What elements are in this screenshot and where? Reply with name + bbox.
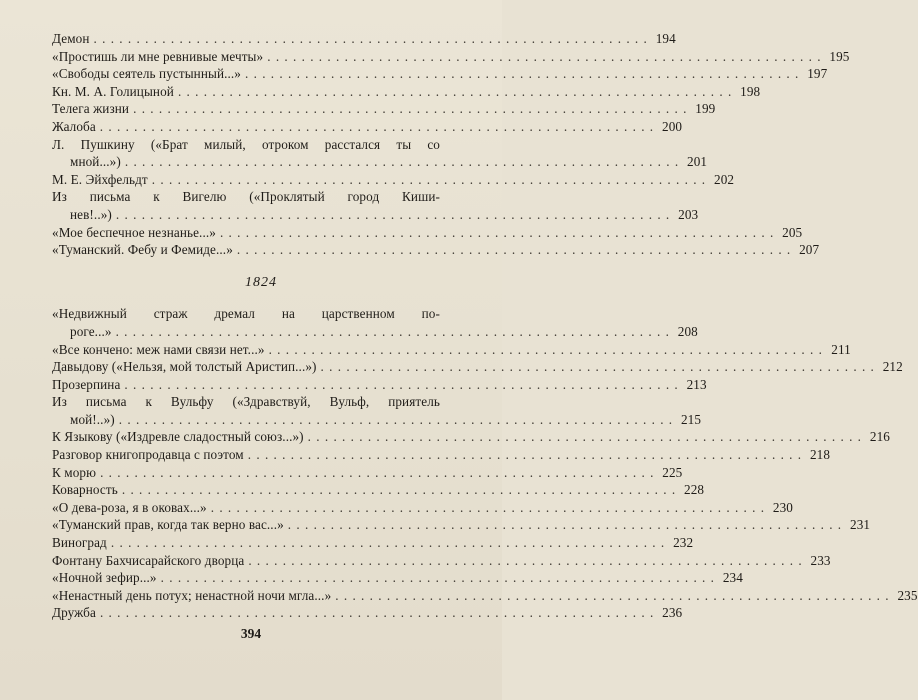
leader-dots (100, 604, 654, 622)
toc-entry (52, 393, 702, 428)
toc-entry-title: «О дева-роза, я в оковах...» (52, 499, 207, 515)
toc-entry-title-line1: Из письма к Вигелю («Проклятый город Киши- (52, 189, 440, 205)
toc-entry (52, 516, 871, 534)
toc-entry-page: 203 (678, 206, 699, 222)
toc-entry-title: Демон (52, 31, 90, 46)
leader-dots (267, 48, 821, 66)
toc-entry-title: К Языкову («Издревле сладостный союз...») (52, 429, 304, 445)
toc-entry (52, 188, 699, 223)
toc-entry-page: 230 (772, 499, 794, 515)
leader-dots (178, 83, 732, 101)
leader-dots (100, 464, 654, 482)
toc-entry-page: 194 (655, 31, 676, 46)
toc-entry (52, 481, 705, 499)
toc-entry (52, 241, 820, 259)
toc-entry-page: 208 (677, 323, 698, 339)
toc-entry-title: Прозерпина (52, 376, 121, 392)
leader-dots (119, 411, 673, 429)
toc-entry-page: 198 (740, 83, 761, 99)
toc-entry (52, 587, 918, 605)
toc-entry-title: «Все кончено: меж нами связи нет...» (52, 341, 265, 357)
toc-entry (52, 30, 676, 48)
leader-dots (124, 376, 678, 394)
leader-dots (237, 241, 791, 259)
toc-entry-title-line2: нев!..») (70, 206, 112, 222)
toc-entry-page: 207 (799, 242, 820, 258)
toc-entry-page: 225 (662, 464, 683, 480)
leader-dots (152, 171, 706, 189)
toc-entry-title: М. Е. Эйхфельдт (52, 171, 148, 187)
toc-entry-page: 234 (722, 570, 743, 586)
toc-entry (52, 552, 831, 570)
leader-dots (100, 118, 654, 136)
toc-entry-page: 195 (829, 48, 850, 64)
toc-entry (52, 341, 851, 359)
toc-entry (52, 604, 683, 622)
toc-entry-page: 215 (680, 411, 702, 427)
toc-entry (52, 358, 903, 376)
leader-dots (321, 358, 875, 376)
toc-entry-title: «Мое беспечное незнанье...» (52, 224, 216, 240)
toc-entry-page: 200 (662, 118, 683, 134)
toc-entry-title: Телега жизни (52, 101, 130, 117)
toc-entry-page: 212 (882, 359, 903, 375)
toc-entry-page: 228 (684, 482, 705, 498)
page-number: 394 (240, 626, 262, 641)
leader-dots (220, 224, 774, 242)
toc-entry-page: 236 (662, 605, 683, 621)
table-of-contents (52, 30, 918, 622)
toc-entry (52, 48, 850, 66)
toc-entry-title: Виноград (52, 535, 107, 551)
toc-entry-title: К морю (52, 464, 97, 480)
toc-entry-page: 231 (850, 517, 871, 533)
toc-entry (52, 534, 694, 552)
leader-dots (335, 587, 889, 605)
toc-entry-title-line2: мной...») (70, 154, 121, 170)
toc-entry-title-line1: «Недвижный страж дремал на царственном по- (52, 306, 440, 322)
toc-entry-page: 233 (810, 552, 831, 568)
toc-entry-page: 211 (831, 341, 851, 357)
leader-dots (248, 446, 802, 464)
leader-dots (211, 499, 765, 517)
year-heading: 1824 (245, 274, 277, 290)
leader-dots (269, 341, 823, 359)
toc-entry (52, 305, 698, 340)
toc-entry-title: Дружба (52, 605, 96, 621)
toc-entry-title: Жалоба (52, 118, 96, 134)
toc-entry-title: «Туманский прав, когда так верно вас...» (52, 517, 284, 533)
toc-entry-title: Давыдову («Нельзя, мой толстый Аристип...») (52, 359, 317, 375)
leader-dots (308, 428, 862, 446)
toc-entry (52, 569, 743, 587)
toc-entry-title-line1: Л. Пушкину («Брат милый, отроком расстался ты со (52, 136, 440, 152)
toc-entry-title: Коварность (52, 482, 118, 498)
toc-entry-title: Кн. М. А. Голицыной (52, 83, 174, 99)
toc-entry-page: 213 (686, 376, 707, 392)
toc-entry-title-line2: роге...» (70, 323, 112, 339)
toc-entry (52, 118, 683, 136)
toc-entry (52, 171, 735, 189)
toc-entry-title: «Свободы сеятель пустынный...» (52, 66, 241, 82)
toc-entry (52, 136, 708, 171)
toc-entry (52, 65, 828, 83)
toc-entry-page: 201 (687, 154, 708, 170)
toc-entry-page: 205 (782, 224, 803, 240)
leader-dots (133, 100, 687, 118)
toc-entry (52, 499, 794, 517)
leader-dots (116, 323, 670, 341)
leader-dots (111, 534, 665, 552)
leader-dots (94, 30, 648, 48)
toc-entry-title-line1: Из письма к Вульфу («Здравствуй, Вульф, приятель (52, 394, 440, 410)
toc-entry-title: Разговор книгопродавца с поэтом (52, 447, 244, 463)
toc-entry-page: 235 (897, 587, 918, 603)
toc-entry-page: 232 (673, 535, 694, 551)
toc-entry (52, 83, 761, 101)
toc-entry (52, 376, 707, 394)
toc-entry (52, 428, 890, 446)
leader-dots (161, 569, 715, 587)
leader-dots (288, 516, 842, 534)
toc-entry-page: 197 (807, 66, 828, 82)
toc-entry-title: Фонтану Бахчисарайского дворца (52, 552, 245, 568)
toc-entry (52, 464, 683, 482)
toc-entry-page: 199 (695, 101, 716, 117)
toc-entry (52, 446, 831, 464)
toc-entry (52, 100, 716, 118)
leader-dots (248, 552, 802, 570)
toc-entry-page: 216 (869, 429, 890, 445)
toc-entry-page: 202 (714, 171, 735, 187)
toc-entry-title-line2: мой!..») (70, 411, 115, 427)
toc-entry-title: «Туманский. Фебу и Фемиде...» (52, 242, 233, 258)
toc-entry-page: 218 (809, 447, 831, 463)
toc-entry-title: «Ненастный день потух; ненастной ночи мгла...» (52, 587, 332, 603)
leader-dots (122, 481, 676, 499)
toc-entry (52, 224, 803, 242)
leader-dots (245, 65, 799, 83)
toc-entry-title: «Ночной зефир...» (52, 570, 157, 586)
toc-entry-title: «Простишь ли мне ревнивые мечты» (52, 48, 264, 64)
leader-dots (116, 206, 670, 224)
leader-dots (125, 153, 679, 171)
